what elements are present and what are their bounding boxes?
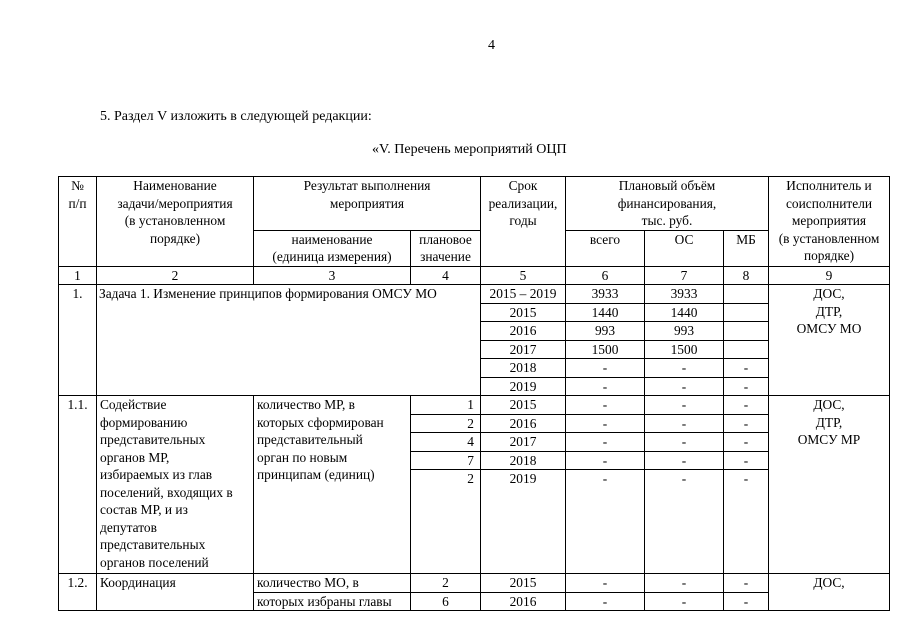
header-row (59, 177, 890, 231)
executor-text: ДОС, (813, 397, 845, 412)
os-cell: - (645, 359, 724, 378)
executor-cell (769, 285, 890, 396)
total-cell: - (566, 574, 645, 593)
task-number: 1. (59, 285, 97, 396)
header-mb: МБ (724, 230, 769, 266)
mb-cell (724, 285, 769, 304)
table-row (59, 285, 890, 304)
column-number: 3 (254, 266, 411, 285)
header-text: тыс. руб. (641, 213, 693, 228)
total-cell: 3933 (566, 285, 645, 304)
header-finance (566, 177, 769, 231)
executor-cell (769, 396, 890, 574)
year-cell: 2015 (481, 303, 566, 322)
empty-cell (481, 488, 566, 574)
section-title: «V. Перечень мероприятий ОЦП (372, 142, 567, 157)
mb-cell: - (724, 433, 769, 452)
mb-cell (724, 303, 769, 322)
result-name-line: количество МР, в (257, 397, 355, 412)
task-name-line: избираемых из глав (100, 467, 213, 482)
empty-cell (724, 488, 769, 574)
header-os: ОС (645, 230, 724, 266)
total-cell: - (566, 433, 645, 452)
intro-text: 5. Раздел V изложить в следующей редакции: (100, 109, 372, 124)
header-text: порядке) (149, 230, 201, 246)
empty-cell (645, 488, 724, 574)
header-text: плановое (419, 231, 472, 247)
result-value: 2 (411, 574, 481, 593)
header-text: реализации, (488, 195, 558, 211)
column-number: 8 (724, 266, 769, 285)
total-cell: - (566, 451, 645, 470)
column-number: 9 (769, 266, 890, 285)
result-name (254, 396, 411, 574)
os-cell: - (645, 470, 724, 488)
header-text: (в установленном (778, 230, 880, 246)
result-name: количество МО, в (254, 574, 411, 593)
result-value: 4 (411, 433, 481, 452)
total-cell: 1440 (566, 303, 645, 322)
mb-cell (724, 340, 769, 359)
task-name (97, 396, 254, 574)
executor-text: ДОС, (813, 286, 845, 301)
header-text: (единица измерения) (272, 249, 392, 264)
header-text: порядке) (803, 248, 855, 263)
header-text: № (71, 178, 84, 193)
total-cell: - (566, 377, 645, 396)
mb-cell: - (724, 396, 769, 415)
header-text: соисполнители (785, 195, 873, 211)
os-cell: - (645, 414, 724, 433)
task-name-line: органов МР, (100, 449, 170, 465)
empty-cell (411, 488, 481, 574)
header-text: значение (420, 249, 471, 264)
mb-cell: - (724, 592, 769, 611)
task-name: Задача 1. Изменение принципов формирования ОМСУ МО (97, 285, 481, 396)
task-name-line: депутатов (100, 519, 157, 535)
os-cell: - (645, 592, 724, 611)
result-value: 6 (411, 592, 481, 611)
year-cell: 2016 (481, 322, 566, 341)
task-number: 1.2. (59, 574, 97, 611)
task-number: 1.1. (59, 396, 97, 574)
total-cell: - (566, 396, 645, 415)
empty-cell (566, 488, 645, 574)
result-name-line: которых сформирован (257, 414, 384, 430)
executor-cell: ДОС, (769, 574, 890, 611)
column-number: 5 (481, 266, 566, 285)
task-name-line: Содействие (100, 397, 167, 412)
column-number: 4 (411, 266, 481, 285)
os-cell: 993 (645, 322, 724, 341)
task-name-line: формированию (100, 414, 188, 430)
year-cell: 2019 (481, 377, 566, 396)
header-text: годы (509, 213, 537, 228)
measures-table (58, 176, 890, 611)
os-cell: - (645, 451, 724, 470)
mb-cell: - (724, 377, 769, 396)
executor-text: ДТР, (815, 303, 843, 319)
task-name-line: поселений, входящих в (100, 484, 233, 500)
os-cell: - (645, 433, 724, 452)
header-text: Срок (508, 178, 538, 193)
result-value: 2 (411, 470, 481, 488)
year-cell: 2017 (481, 433, 566, 452)
mb-cell: - (724, 574, 769, 593)
os-cell: - (645, 377, 724, 396)
total-cell: - (566, 359, 645, 378)
column-number-row (59, 266, 890, 285)
os-cell: 1440 (645, 303, 724, 322)
result-value: 1 (411, 396, 481, 415)
result-name: которых избраны главы (254, 592, 411, 611)
executor-text: ОМСУ МР (797, 432, 861, 447)
os-cell: - (645, 396, 724, 415)
header-text: п/п (68, 195, 87, 211)
total-cell: - (566, 414, 645, 433)
total-cell: - (566, 470, 645, 488)
header-text: наименование (291, 231, 373, 247)
year-cell: 2017 (481, 340, 566, 359)
header-text: Наименование (133, 178, 217, 193)
os-cell: 3933 (645, 285, 724, 304)
task-name-line: представительных (100, 432, 206, 447)
total-cell: 993 (566, 322, 645, 341)
result-name-line: принципам (единиц) (257, 467, 375, 482)
year-cell: 2018 (481, 451, 566, 470)
year-cell: 2015 (481, 574, 566, 593)
task-name-line: органов поселений (100, 554, 209, 570)
mb-cell: - (724, 451, 769, 470)
mb-cell: - (724, 414, 769, 433)
mb-cell (724, 322, 769, 341)
year-cell: 2016 (481, 414, 566, 433)
year-cell: 2018 (481, 359, 566, 378)
year-cell: 2015 – 2019 (481, 285, 566, 304)
header-result-name (254, 230, 411, 266)
os-cell: - (645, 574, 724, 593)
year-cell: 2019 (481, 470, 566, 488)
task-name-line: представительных (100, 537, 206, 552)
header-result (254, 177, 481, 231)
header-text: задачи/мероприятия (117, 195, 233, 211)
header-name (97, 177, 254, 267)
executor-text: ДТР, (815, 414, 843, 430)
result-name-line: представительный (257, 432, 363, 447)
total-cell: 1500 (566, 340, 645, 359)
header-text: Результат выполнения (303, 178, 431, 193)
year-cell: 2016 (481, 592, 566, 611)
header-text: Исполнитель и (786, 178, 872, 193)
page-number: 4 (488, 38, 495, 53)
result-value: 2 (411, 414, 481, 433)
mb-cell: - (724, 359, 769, 378)
header-text: Плановый объём (618, 178, 716, 193)
year-cell: 2015 (481, 396, 566, 415)
table-row (59, 574, 890, 593)
header-total: всего (566, 230, 645, 266)
task-name-line: состав МР, и из (100, 502, 188, 517)
column-number: 6 (566, 266, 645, 285)
header-result-value (411, 230, 481, 266)
os-cell: 1500 (645, 340, 724, 359)
column-number: 2 (97, 266, 254, 285)
table-row (59, 396, 890, 415)
total-cell: - (566, 592, 645, 611)
task-name: Координация (97, 574, 254, 611)
column-number: 1 (59, 266, 97, 285)
header-text: финансирования, (617, 195, 717, 211)
column-number: 7 (645, 266, 724, 285)
executor-text: ОМСУ МО (796, 321, 862, 336)
header-term (481, 177, 566, 267)
header-executor (769, 177, 890, 267)
result-name-line: орган по новым (257, 449, 348, 465)
header-text: мероприятия (791, 213, 867, 228)
result-value: 7 (411, 451, 481, 470)
header-text: (в установленном (124, 213, 226, 228)
header-num (59, 177, 97, 267)
mb-cell: - (724, 470, 769, 488)
header-text: мероприятия (329, 195, 405, 211)
